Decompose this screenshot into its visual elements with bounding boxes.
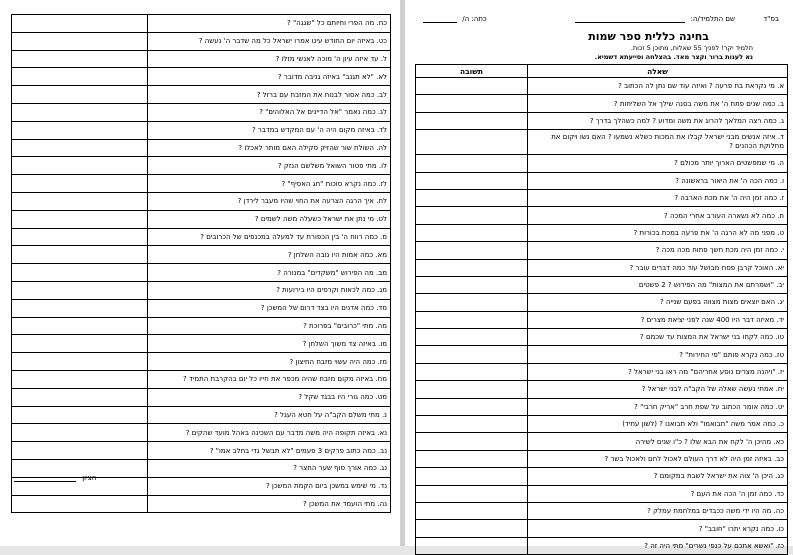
question-cell: נא. באיזה תקופה היה משה מדבר עם השכינה באהל מועד שהקים ? [148,424,391,442]
answer-cell[interactable] [416,311,528,328]
table-row [416,450,788,467]
answer-cell[interactable] [12,210,148,228]
table-header-row [416,65,788,78]
answer-cell[interactable] [416,155,528,172]
question-cell: מה. מתי "כרובים" בפרוכת ? [148,317,391,335]
answer-cell[interactable] [416,259,528,276]
table-row [416,130,788,155]
question-cell: ל. עד איזה עיון ה' מוכה לאנשי מזלו ? [148,50,391,68]
answer-cell[interactable] [416,242,528,259]
table-row [12,210,391,228]
question-cell: לו. מתי פטור השואל משלשם הנזק ? [148,157,391,175]
question-cell: כ. כמה אמר משה "תבואמו" ולא תבואנו ? (לשון עתיד) [528,416,788,433]
answer-cell[interactable] [416,112,528,129]
table-row [12,424,391,442]
question-cell: כא. מהיכן ה' לקח את הבא שלו ? כ"ו שנים לשירה [528,433,788,450]
question-cell: יא. האוכל קרבן פסח מבושל עוד כמה דברים עובר ? [528,259,788,276]
answer-cell[interactable] [416,398,528,415]
question-cell: ט. מפני מה לא הרגה ה' את פרעה במכת בכורות ? [528,224,788,241]
answer-cell[interactable] [416,346,528,363]
question-cell: נג. כמה אורך סוף שער החצר ? [148,459,391,477]
answer-cell[interactable] [12,353,148,371]
table-row [12,228,391,246]
answer-cell[interactable] [416,381,528,398]
answer-cell[interactable] [12,281,148,299]
answer-cell[interactable] [12,32,148,50]
question-cell: מו. באיזה צד משוך השלחן ? [148,335,391,353]
table-row [12,103,391,121]
question-cell: יז. "ויהנה מצרים נוסע אחריהם" מה ראו בני ישראל ? [528,363,788,380]
question-cell: ה. מי שמפשטים הארוך יותר מכולם ? [528,155,788,172]
answer-cell[interactable] [416,450,528,467]
table-row [416,259,788,276]
question-cell: ז. כמה זמן היה ה' את מכת הארבה ? [528,189,788,206]
question-cell: לט. מי נתן את ישראל כשעלה משה לשמים ? [148,210,391,228]
table-row [12,32,391,50]
question-cell: נ. מתי משלם הקב"ה על חטא העגל ? [148,406,391,424]
question-cell: לה. השולח שור שהזיק סקילה האם מותר לאכלו ? [148,139,391,157]
table-row [12,495,391,513]
question-cell: ב. כמה שנים פתח ה' את משה בסנה שילך אל השליחות ? [528,95,788,112]
question-cell: כח. מה הפרי וחיותם כל "שגגה" ? [148,15,391,33]
table-row [416,346,788,363]
table-row [12,175,391,193]
table-row [12,317,391,335]
table-row [416,95,788,112]
answer-cell[interactable] [12,157,148,175]
answer-cell[interactable] [12,68,148,86]
answer-cell[interactable] [12,406,148,424]
question-cell: ג. כמה רצה המלאך להרוג את משה ומדוע ? למה כשהלך בדרך ? [528,112,788,129]
answer-cell[interactable] [416,485,528,502]
answer-column-header: תשובה [416,65,528,78]
question-cell: נה. מתי הועמד את המשכן ? [148,495,391,513]
question-column-header: שאלה [528,65,788,78]
table-row [416,112,788,129]
table-row [12,246,391,264]
answer-cell[interactable] [12,388,148,406]
student-name-label: שם התלמיד/ה: [690,15,735,23]
answer-cell[interactable] [12,50,148,68]
answer-cell[interactable] [416,130,528,155]
answer-cell[interactable] [12,86,148,104]
answer-cell[interactable] [416,433,528,450]
table-row [416,381,788,398]
question-cell: מט. כמה גורי היו בבגד שקל ? [148,388,391,406]
question-cell: טז. כמה נקרא פותם "פי החירות" ? [528,346,788,363]
table-row [12,15,391,33]
answer-cell[interactable] [416,294,528,311]
question-cell: מז. כמה היה עשוי מזבח החיצון ? [148,353,391,371]
table-row [12,388,391,406]
answer-cell[interactable] [416,78,528,95]
question-cell: נד. מי שימש במשכן ביום הקמת המשכן ? [148,477,391,495]
table-row [416,311,788,328]
table-row [416,520,788,537]
question-cell: י. כמה זמן היה מכת חשך פתוח מכה מכה ? [528,242,788,259]
answer-cell[interactable] [12,317,148,335]
question-cell: א. מי נקראת בת פרעה ? ואיזה עוד שם נתן לה הכתוב ? [528,78,788,95]
table-row [416,329,788,346]
answer-cell[interactable] [12,103,148,121]
question-cell: לג. כמה נאמר "אל הדיינים אל האלוהים" ? [148,103,391,121]
answer-cell[interactable] [12,264,148,282]
answer-cell[interactable] [416,502,528,519]
answer-cell[interactable] [12,495,148,513]
question-cell: כג. היכן ה' צוה את ישראל לשבת במקומם ? [528,468,788,485]
answer-cell[interactable] [416,468,528,485]
question-cell: יט. כמה אומר הכתוב על שפת חרב "אריק חרבי" ? [528,398,788,415]
answer-cell[interactable] [12,424,148,442]
table-row [416,433,788,450]
class-field[interactable] [423,15,487,23]
answer-cell[interactable] [416,224,528,241]
question-cell: מ. כמה רווח ה' בין הכפורת עד למעלה במכנפים של הכרובים ? [148,228,391,246]
question-cell: מח. באיזה מקום מזבח שהיה מכפר את חייו כל יום בהקרבת התמיד ? [148,370,391,388]
question-cell: מא. כמה אמות היו גובה השלחן ? [148,246,391,264]
table-row [416,416,788,433]
answer-cell[interactable] [12,192,148,210]
table-row [416,502,788,519]
table-row [416,78,788,95]
answer-cell[interactable] [416,95,528,112]
table-row [416,242,788,259]
table-row [416,207,788,224]
class-label: כתה: ה/ [462,15,487,23]
question-cell: מב. מה הפירוש "משקדים" במנורה ? [148,264,391,282]
exam-page-1 [405,0,793,550]
table-row [416,363,788,380]
question-cell: יג. האם יוצאים מצות מצווה בפעם שנייה ? [528,294,788,311]
table-row [12,370,391,388]
question-cell: כט. באיזה יום החודש עינו אמרו ישראל כל מה שדבר ה' נעשה ? [148,32,391,50]
question-cell: לח. איך הרגה הצרעה את החוי שהיו מעבר לירדן ? [148,192,391,210]
answer-cell[interactable] [12,228,148,246]
question-cell: כה. מה היו ידי משה ככבדים במלחמת עמלק ? [528,502,788,519]
questions-table-continued [11,14,391,513]
question-cell: יב. "ושמרתם את המצות" מה הפירוש ? 2 פשטים [528,276,788,293]
table-row [12,139,391,157]
answer-cell[interactable] [416,329,528,346]
question-cell: ח. כמה לא נשארה העורב אחרי המכה ? [528,207,788,224]
exam-note: נא לענות ברור וקצר מאד. בהצלחה וסייעתא דשמיא. [594,53,753,61]
table-row [12,335,391,353]
answer-cell[interactable] [416,520,528,537]
table-row [12,192,391,210]
table-row [12,264,391,282]
question-cell: לד. באיזה מקום היה ה' עם המקדש במדבר ? [148,121,391,139]
table-row [12,121,391,139]
table-row [416,172,788,189]
table-row [416,189,788,206]
table-row [12,406,391,424]
answer-cell[interactable] [12,442,148,460]
questions-table [415,64,788,555]
table-row [416,468,788,485]
question-cell: כז. "ואשא אתכם על כנפי נשרים" מתי היה זה ? [528,537,788,554]
grade-label: הציון [82,474,97,482]
table-row [416,398,788,415]
question-cell: ד. איזה אנשים מבני ישראל קבלו את המכות כשלא נשמעו ? האם נשו ויקום את מחלוקת הכהנים ? [528,130,788,155]
question-cell: כב. באיזה זמן היה לא דרך העולם לאכול לחם ולאכול בשר ? [528,450,788,467]
student-name-field[interactable] [575,15,735,23]
answer-cell[interactable] [12,370,148,388]
answer-cell[interactable] [12,335,148,353]
question-cell: טו. כמה לקחו בני ישראל את המצות עד שכמם ? [528,329,788,346]
question-cell: לב. כמה אסור לבנות את המזבח עם ברזל ? [148,86,391,104]
table-row [12,68,391,86]
table-row [416,294,788,311]
question-cell: יד. מאיזה דבר היו 400 שנה לפני יציאת מצרים ? [528,311,788,328]
table-row [416,485,788,502]
table-row [416,155,788,172]
table-row [12,299,391,317]
table-row [12,353,391,371]
question-cell: מד. כמה אדנים היו בצד דרום של המשכן ? [148,299,391,317]
answer-cell[interactable] [12,139,148,157]
table-row [416,224,788,241]
table-row [12,442,391,460]
answer-cell[interactable] [12,246,148,264]
question-cell: ו. כמה הכה ה' את היאור בראשונה ? [528,172,788,189]
answer-cell[interactable] [12,175,148,193]
answer-cell[interactable] [416,416,528,433]
question-cell: מג. כמה לכאות וקרסים היו בירועות ? [148,281,391,299]
table-row [12,281,391,299]
table-row [12,86,391,104]
answer-cell[interactable] [12,121,148,139]
question-cell: יח. אמתי נעשה שאלה של הקב"ה לבני ישראל ? [528,381,788,398]
answer-cell[interactable] [416,189,528,206]
table-row [12,50,391,68]
question-cell: לז. כמה נקרא סוכות "חג האסיף" ? [148,175,391,193]
bsd-mark: בס"ד [763,15,779,23]
exam-title: בחינה כללית ספר שמות [588,30,709,43]
question-cell: נב. כמה כתוב פרקים 3 פעמים "לא תבשל גדי בחלב אמו" ? [148,442,391,460]
exam-page-2 [0,0,400,546]
answer-cell[interactable] [12,15,148,33]
answer-cell[interactable] [416,172,528,189]
table-row [12,157,391,175]
question-cell: לא. "לא תגנב" באיזה גניבה מדובר ? [148,68,391,86]
table-row [416,276,788,293]
answer-cell[interactable] [12,299,148,317]
answer-cell[interactable] [416,207,528,224]
answer-cell[interactable] [416,276,528,293]
question-cell: כד. כמה זמן ה' הכה את העם ? [528,485,788,502]
question-cell: כו. כמה נקרא יתרו "חובב" ? [528,520,788,537]
grade-field[interactable] [14,474,96,482]
answer-cell[interactable] [416,363,528,380]
exam-instructions: תלמיד יקר! לפניך 55 שאלות, מתוכן 5 זכות. [630,44,753,52]
